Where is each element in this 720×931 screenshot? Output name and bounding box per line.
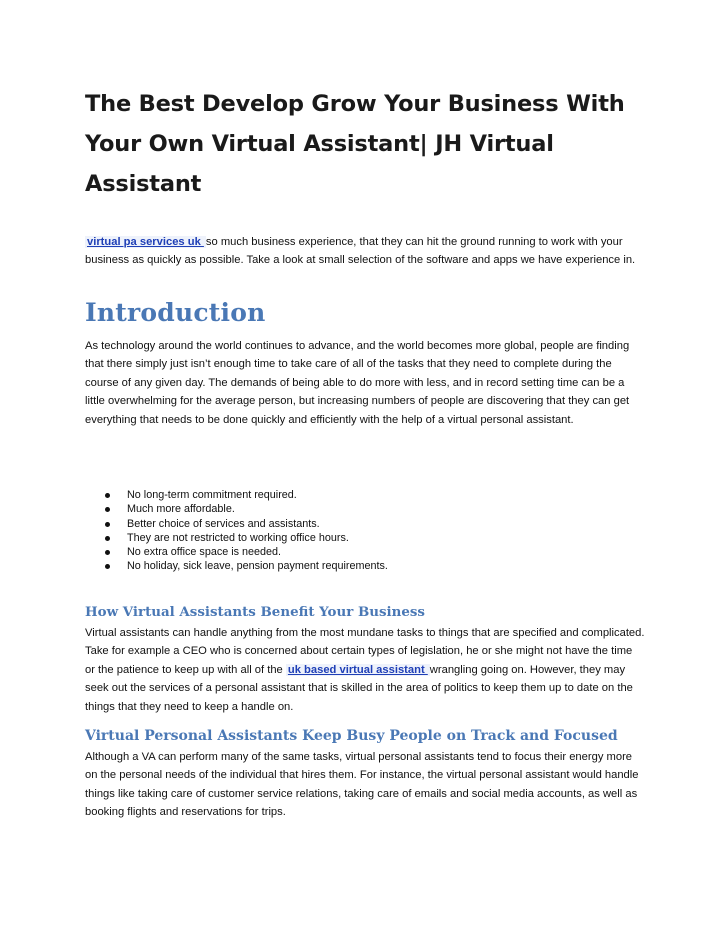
bullet-icon xyxy=(105,550,110,555)
bullet-icon xyxy=(105,536,110,541)
bullet-icon xyxy=(105,493,110,498)
benefit-body xyxy=(85,624,645,716)
track-body: Although a VA can perform many of the same tasks, virtual personal assistants tend to focus their energy more on the personal needs of the individual that hires them. For instance, the virtual personal assistant would handle things like taking care of customer service relations, taking care of emails and social media accounts, as well as booking flights and reservations for trips. xyxy=(85,751,639,819)
list-item-text: No extra office space is needed. xyxy=(127,546,282,559)
bullet-icon xyxy=(105,564,110,569)
benefit-text-before: Virtual assistants can handle anything from the most mundane tasks to things that are specified and complicated. Take for example a CEO who is concerned about certain types of legislation, he or she might not have the time or the patience to keep up with all of the xyxy=(85,627,645,676)
page-title: The Best Develop Grow Your Business With Your Own Virtual Assistant| JH Virtual Assistant xyxy=(85,91,625,197)
list-item xyxy=(103,545,623,559)
benefit-heading: How Virtual Assistants Benefit Your Business xyxy=(85,604,425,620)
bullet-icon xyxy=(105,507,110,512)
list-item-text: Much more affordable. xyxy=(127,503,235,516)
list-item xyxy=(103,559,623,573)
intro-paragraph-text: so much business experience, that they can hit the ground running to work with your business as quickly as possible. Take a look at small selection of the software and apps we have experience in. xyxy=(85,236,636,267)
benefit-text-after: wrangling going on. However, they may seek out the services of a personal assistant that is skilled in the area of politics to keep them up to date on the things that they need to keep a handle on. xyxy=(85,663,633,713)
list-item-text: No long-term commitment required. xyxy=(127,489,297,501)
list-item xyxy=(103,517,623,531)
list-item-text: They are not restricted to working office hours. xyxy=(127,531,349,544)
uk-based-virtual-assistant-link[interactable]: uk based virtual assistant xyxy=(287,663,428,676)
list-item xyxy=(103,531,623,545)
introduction-body: As technology around the world continues to advance, and the world becomes more global, people are finding that there simply just isn’t enough time to take care of all of the tasks that they need to complete during the course of any given day. The demands of being able to do more with less, and in record setting time can be a little overwhelming for the average person, but increasing numbers of people are discovering that they can get everything that needs to be done quickly and efficiently with the help of a virtual personal assistant. xyxy=(85,340,630,426)
bullet-icon xyxy=(105,522,110,527)
virtual-pa-services-link[interactable]: virtual pa services uk xyxy=(87,236,204,248)
list-item-text: No holiday, sick leave, pension payment requirements. xyxy=(127,560,388,573)
benefits-list xyxy=(103,488,623,574)
list-item-text: Better choice of services and assistants. xyxy=(127,517,320,530)
list-item xyxy=(103,502,623,516)
list-item xyxy=(103,488,623,502)
intro-paragraph xyxy=(85,233,645,270)
track-heading: Virtual Personal Assistants Keep Busy People on Track and Focused xyxy=(85,728,618,744)
introduction-heading: Introduction xyxy=(85,298,266,327)
